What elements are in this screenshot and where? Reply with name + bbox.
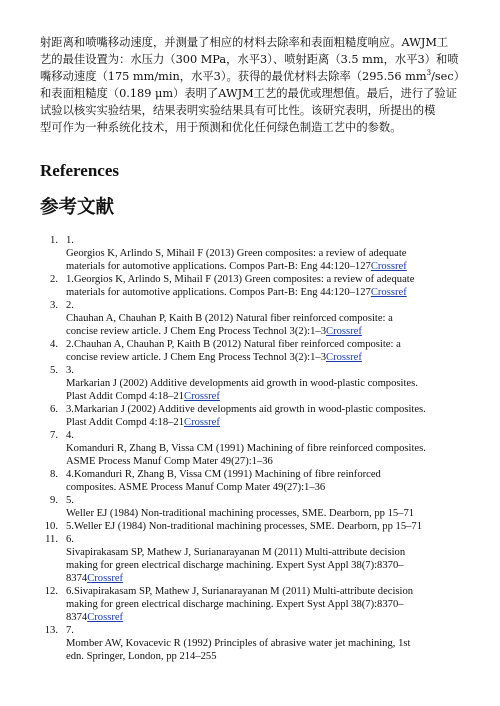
intro-line: /sec） <box>431 70 465 83</box>
reference-line: Chauhan A, Chauhan P, Kaith B (2012) Natural fiber reinforced composite: a <box>66 313 393 324</box>
reference-line: Komanduri R, Zhang B, Vissa CM (1991) Machining of fibre reinforced composites. <box>66 443 426 454</box>
reference-list <box>40 234 470 663</box>
crossref-link[interactable]: Crossref <box>326 352 362 363</box>
reference-line: 7. <box>66 625 74 636</box>
intro-line: 和表面粗糙度（0.189 μm）表明了AWJM工艺的最优或理想值。最后，进行了验证 <box>40 87 458 100</box>
reference-line: 3.Markarian J (2002) Additive developments aid growth in wood-plastic composites. <box>66 404 426 415</box>
reference-item <box>40 299 470 338</box>
reference-text <box>62 585 470 624</box>
reference-line: 6.Sivapirakasam SP, Mathew J, Surianarayanan M (2011) Multi-attribute decision <box>66 586 414 597</box>
references-heading: References <box>40 161 119 180</box>
reference-line: Georgios K, Arlindo S, Mihail F (2013) Green composites: a review of adequate <box>66 248 407 259</box>
reference-text <box>62 299 470 338</box>
reference-line: ASME Process Manuf Comp Mater 49(27):1–36 <box>66 456 273 467</box>
reference-number: 4. <box>50 339 58 350</box>
reference-line: 3. <box>66 365 74 376</box>
reference-item <box>40 364 470 403</box>
reference-line: composites. ASME Process Manuf Comp Mater 49(27):1–36 <box>66 482 326 493</box>
reference-item <box>40 624 470 663</box>
reference-number: 2. <box>50 274 58 285</box>
reference-line: materials for automotive applications. Compos Part-B: Eng 44:120–127 <box>66 261 371 272</box>
reference-line: edn. Springer, London, pp 214–255 <box>66 651 217 662</box>
intro-line: 型可作为一种系统化技术，用于预测和优化任何绿色制造工艺中的参数。 <box>40 121 402 134</box>
reference-text <box>62 338 470 364</box>
intro-line: 艺的最佳设置为：水压力（300 MPa，水平3）、喷射距离（3.5 mm，水平3）和喷 <box>40 53 459 66</box>
reference-line: 1.Georgios K, Arlindo S, Mihail F (2013) Green composites: a review of adequate <box>66 274 415 285</box>
reference-number: 5. <box>50 365 58 376</box>
reference-line: making for green electrical discharge machining. Expert Syst Appl 38(7):8370– <box>66 599 404 610</box>
reference-item <box>40 468 470 494</box>
reference-text <box>62 364 470 403</box>
reference-text <box>62 234 470 273</box>
reference-line: making for green electrical discharge machining. Expert Syst Appl 38(7):8370– <box>66 560 404 571</box>
intro-line: 试验以核实实验结果，结果表明实验结果具有可比性。该研究表明，所提出的模 <box>40 104 436 117</box>
reference-text <box>62 468 470 494</box>
crossref-link[interactable]: Crossref <box>326 326 362 337</box>
reference-line: 2. <box>66 300 74 311</box>
intro-line: 嘴移动速度（175 mm/min，水平3）。获得的最优材料去除率（295.56 mm <box>40 70 427 83</box>
crossref-link[interactable]: Crossref <box>184 391 220 402</box>
reference-line: Markarian J (2002) Additive developments aid growth in wood-plastic composites. <box>66 378 418 389</box>
reference-line: 8374 <box>66 612 88 623</box>
reference-number: 11. <box>45 534 58 545</box>
reference-line: 5.Weller EJ (1984) Non-traditional machining processes, SME. Dearborn, pp 15–71 <box>66 521 423 532</box>
crossref-link[interactable]: Crossref <box>87 573 124 584</box>
reference-line: concise review article. J Chem Eng Process Technol 3(2):1–3 <box>66 326 327 337</box>
intro-paragraph <box>40 34 470 136</box>
reference-text <box>62 403 470 429</box>
reference-item <box>40 429 470 468</box>
reference-item <box>40 494 470 520</box>
reference-number: 10. <box>44 521 58 532</box>
reference-number: 13. <box>44 625 58 636</box>
reference-text <box>62 494 470 520</box>
reference-line: Weller EJ (1984) Non-traditional machining processes, SME. Dearborn, pp 15–71 <box>66 508 415 519</box>
reference-number: 12. <box>44 586 58 597</box>
reference-line: Plast Addit Compd 4:18–21 <box>66 417 185 428</box>
reference-item <box>40 533 470 585</box>
reference-item <box>40 338 470 364</box>
reference-line: 2.Chauhan A, Chauhan P, Kaith B (2012) Natural fiber reinforced composite: a <box>66 339 401 350</box>
reference-line: 4. <box>66 430 74 441</box>
crossref-link[interactable]: Crossref <box>87 612 124 623</box>
reference-number: 9. <box>50 495 58 506</box>
reference-number: 6. <box>50 404 58 415</box>
document-page <box>40 34 470 663</box>
reference-item <box>40 520 470 533</box>
reference-line: 8374 <box>66 573 88 584</box>
reference-number: 7. <box>50 430 58 441</box>
reference-item <box>40 234 470 273</box>
intro-line: 射距离和喷嘴移动速度，并测量了相应的材料去除率和表面粗糙度响应。AWJM工 <box>40 36 449 49</box>
reference-item <box>40 273 470 299</box>
reference-line: 6. <box>66 534 74 545</box>
reference-line: 1. <box>66 235 74 246</box>
reference-line: Sivapirakasam SP, Mathew J, Surianarayanan M (2011) Multi-attribute decision <box>66 547 406 558</box>
reference-line: Plast Addit Compd 4:18–21 <box>66 391 185 402</box>
crossref-link[interactable]: Crossref <box>370 287 407 298</box>
reference-number: 1. <box>50 235 58 246</box>
reference-line: 5. <box>66 495 74 506</box>
reference-line: concise review article. J Chem Eng Process Technol 3(2):1–3 <box>66 352 327 363</box>
references-heading-chinese: 参考文献 <box>40 197 115 218</box>
reference-text <box>62 624 470 663</box>
crossref-link[interactable]: Crossref <box>184 417 220 428</box>
reference-line: 4.Komanduri R, Zhang B, Vissa CM (1991) Machining of fibre reinforced <box>66 469 381 480</box>
reference-text <box>62 520 470 533</box>
reference-line: materials for automotive applications. Compos Part-B: Eng 44:120–127 <box>66 287 371 298</box>
reference-item <box>40 585 470 624</box>
crossref-link[interactable]: Crossref <box>370 261 407 272</box>
reference-number: 3. <box>50 300 58 311</box>
reference-number: 8. <box>50 469 58 480</box>
reference-text <box>62 429 470 468</box>
reference-text <box>62 273 470 299</box>
reference-line: Momber AW, Kovacevic R (1992) Principles of abrasive water jet machining, 1st <box>66 638 411 649</box>
reference-text <box>62 533 470 585</box>
reference-item <box>40 403 470 429</box>
superscript: 3 <box>426 69 432 78</box>
